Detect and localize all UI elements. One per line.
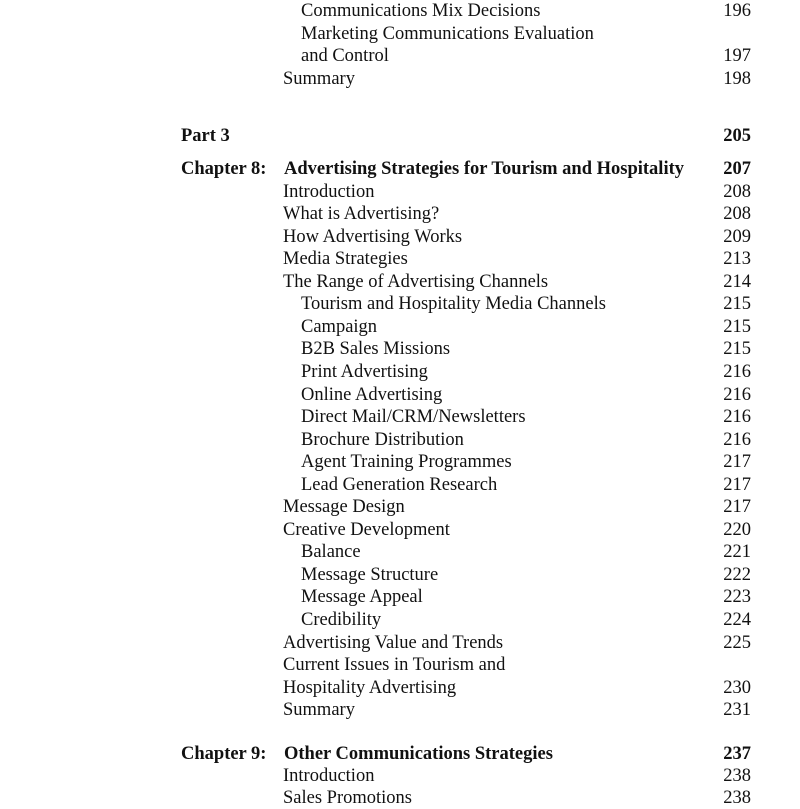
toc-entry-title: and Control: [301, 46, 389, 66]
chapter-label: Chapter 8:: [181, 159, 267, 179]
toc-entry-title: Message Design: [283, 497, 405, 517]
toc-entry-page: 215: [723, 339, 751, 359]
toc-entry-page: 220: [723, 520, 751, 540]
toc-subentry-title: Print Advertising: [301, 362, 428, 382]
toc-entry-title: Creative Development: [283, 520, 450, 540]
toc-entry-page: 216: [723, 385, 751, 405]
toc-entry-title: Advertising Value and Trends: [283, 633, 504, 653]
toc-entry-title: Introduction: [283, 182, 375, 202]
toc-subentry-title: Lead Generation Research: [301, 475, 498, 495]
toc-entry-title: The Range of Advertising Channels: [283, 272, 549, 292]
toc-entry-page: 217: [723, 475, 751, 495]
toc-entry-title: Hospitality Advertising: [283, 678, 457, 698]
toc-entry-page: 216: [723, 407, 751, 427]
toc-entry-title: Media Strategies: [283, 249, 408, 269]
toc-entry-page: 223: [723, 587, 751, 607]
toc-entry-page: 217: [723, 452, 751, 472]
toc-entry-page: 217: [723, 497, 751, 517]
toc-subentry-title: Direct Mail/CRM/Newsletters: [301, 407, 526, 427]
toc-entry-page: 208: [723, 204, 751, 224]
toc-entry-page: 231: [723, 700, 751, 720]
toc-entry-title: Summary: [283, 69, 355, 89]
chapter-label: Chapter 9:: [181, 744, 267, 764]
chapter-page: 237: [723, 744, 751, 764]
toc-entry-title: How Advertising Works: [283, 227, 463, 247]
toc-entry-title: Sales Promotions: [283, 788, 412, 808]
toc-entry-page: 238: [723, 766, 751, 786]
toc-subentry-title: Online Advertising: [301, 385, 443, 405]
toc-entry-page: 238: [723, 788, 751, 808]
part-label: Part 3: [181, 126, 230, 146]
toc-subentry-title: Balance: [301, 542, 361, 562]
chapter-title: Advertising Strategies for Tourism and Hospitality: [284, 159, 684, 179]
toc-entry-page: 221: [723, 542, 751, 562]
toc-entry-page: 196: [723, 1, 751, 21]
toc-entry-page: 208: [723, 182, 751, 202]
toc-entry-title: Introduction: [283, 766, 375, 786]
toc-entry-title: Marketing Communications Evaluation: [301, 24, 594, 44]
toc-entry-page: 215: [723, 317, 751, 337]
toc-entry-page: 213: [723, 249, 751, 269]
toc-entry-page: 216: [723, 430, 751, 450]
toc-entry-page: 215: [723, 294, 751, 314]
toc-entry-title: Current Issues in Tourism and: [283, 655, 506, 675]
toc-entry-page: 214: [723, 272, 751, 292]
chapter-title: Other Communications Strategies: [284, 744, 553, 764]
toc-subentry-title: Agent Training Programmes: [301, 452, 512, 472]
chapter-page: 207: [723, 159, 751, 179]
toc-subentry-title: Tourism and Hospitality Media Channels: [301, 294, 606, 314]
toc-entry-title: Summary: [283, 700, 355, 720]
toc-entry-page: 216: [723, 362, 751, 382]
toc-entry-page: 209: [723, 227, 751, 247]
toc-subentry-title: B2B Sales Missions: [301, 339, 451, 359]
toc-entry-page: 198: [723, 69, 751, 89]
toc-entry-page: 197: [723, 46, 751, 66]
toc-entry-page: 230: [723, 678, 751, 698]
toc-subentry-title: Credibility: [301, 610, 382, 630]
toc-entry-page: 224: [723, 610, 751, 630]
toc-entry-page: 225: [723, 633, 751, 653]
part-page: 205: [723, 126, 751, 146]
toc-entry-page: 222: [723, 565, 751, 585]
toc-entry-title: What is Advertising?: [283, 204, 440, 224]
toc-subentry-title: Message Appeal: [301, 587, 423, 607]
toc-subentry-title: Message Structure: [301, 565, 439, 585]
toc-entry-title: Communications Mix Decisions: [301, 1, 541, 21]
toc-subentry-title: Brochure Distribution: [301, 430, 464, 450]
toc-subentry-title: Campaign: [301, 317, 378, 337]
